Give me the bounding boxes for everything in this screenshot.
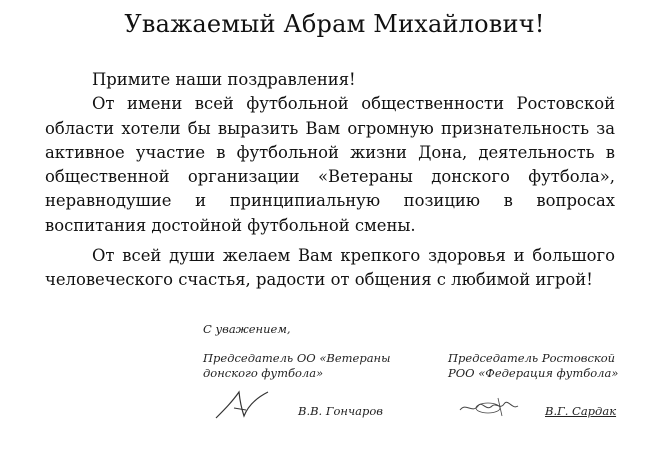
left-signature-mark — [212, 388, 272, 424]
right-signer-name: В.Г. Сардак — [545, 404, 617, 418]
greeting-title: Уважаемый Абрам Михайлович! — [124, 10, 545, 38]
letter-body — [45, 68, 615, 293]
left-signer-position — [203, 351, 391, 381]
right-signer-position-line2: РОО «Федерация футбола» — [448, 366, 619, 380]
paragraph-gratitude: От имени всей футбольной общественности Ростовской области хотели бы выразить Вам огромную признательность за активное участие в футбольной жизни Дона, деятельность в общественной организации «Ветераны донского футбола», неравнодушие и принципиальную позицию в вопросах воспитания достойной футбольной смены. — [45, 94, 615, 235]
paragraph-wishes: От всей души желаем Вам крепкого здоровья и большого человеческого счастья, радости от общения с любимой игрой! — [45, 246, 615, 290]
paragraph-congrats: Примите наши поздравления! — [92, 70, 356, 89]
left-signer-name: В.В. Гончаров — [298, 404, 383, 418]
left-signer-position-line1: Председатель ОО «Ветераны — [203, 351, 391, 365]
regards-text: С уважением, — [203, 322, 291, 336]
left-signer-position-line2: донского футбола» — [203, 366, 324, 380]
right-signer-position-line1: Председатель Ростовской — [448, 351, 616, 365]
right-signer-position — [448, 351, 618, 381]
right-signature-mark — [458, 394, 520, 420]
